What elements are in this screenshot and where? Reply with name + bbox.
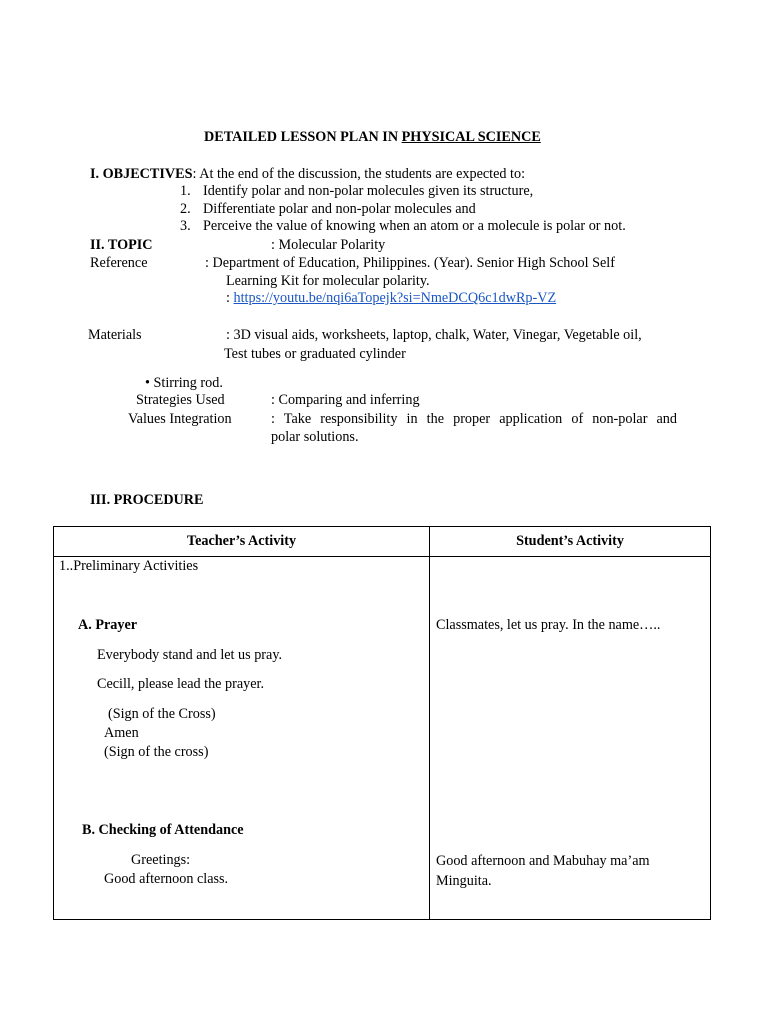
objective-text: Identify polar and non-polar molecules given its structure, bbox=[203, 183, 534, 199]
objective-item-1 bbox=[180, 183, 534, 201]
materials-label: Materials bbox=[88, 327, 142, 343]
student-prayer-response: Classmates, let us pray. In the name….. bbox=[436, 617, 661, 633]
reference-link-prefix: : bbox=[226, 290, 234, 306]
teacher-activity-header: Teacher’s Activity bbox=[54, 527, 430, 557]
greetings-label: Greetings: bbox=[131, 852, 191, 868]
teacher-activity-cell bbox=[54, 557, 430, 920]
procedure-heading: III. PROCEDURE bbox=[90, 492, 204, 508]
sign-of-cross-1: (Sign of the Cross) bbox=[108, 706, 216, 722]
amen-text: Amen bbox=[104, 725, 139, 741]
preliminary-activities: 1..Preliminary Activities bbox=[59, 558, 199, 574]
attendance-heading: B. Checking of Attendance bbox=[82, 822, 244, 838]
lead-prayer-instruction: Cecill, please lead the prayer. bbox=[97, 676, 265, 692]
materials-bullet: • Stirring rod. bbox=[145, 375, 223, 391]
table-row bbox=[54, 557, 711, 920]
procedure-table bbox=[53, 526, 711, 920]
objectives-label: I. OBJECTIVES bbox=[90, 166, 193, 182]
topic-value: : Molecular Polarity bbox=[271, 237, 386, 253]
sign-of-cross-2: (Sign of the cross) bbox=[104, 744, 209, 760]
objective-number: 3. bbox=[180, 218, 191, 234]
objective-item-3 bbox=[180, 218, 626, 236]
reference-link-line bbox=[226, 290, 556, 308]
reference-label: Reference bbox=[90, 255, 148, 271]
objective-text: Differentiate polar and non-polar molecules and bbox=[203, 201, 476, 217]
strategies-value: : Comparing and inferring bbox=[271, 392, 420, 408]
prayer-heading: A. Prayer bbox=[78, 617, 138, 633]
title-subject: PHYSICAL SCIENCE bbox=[401, 129, 541, 145]
objective-number: 2. bbox=[180, 201, 191, 217]
reference-line-1: : Department of Education, Philippines. (Year). Senior High School Self bbox=[205, 255, 615, 271]
stand-instruction: Everybody stand and let us pray. bbox=[97, 647, 283, 663]
values-line-1: : Take responsibility in the proper application of non-polar and bbox=[271, 411, 677, 427]
good-afternoon-class: Good afternoon class. bbox=[104, 871, 229, 887]
strategies-label: Strategies Used bbox=[136, 392, 225, 408]
reference-link[interactable]: https://youtu.be/nqi6aTopejk?si=NmeDCQ6c1dwRp-VZ bbox=[233, 290, 557, 306]
topic-label: II. TOPIC bbox=[90, 237, 153, 253]
reference-line-2: Learning Kit for molecular polarity. bbox=[226, 273, 430, 289]
student-greeting-line-1: Good afternoon and Mabuhay ma’am bbox=[436, 853, 650, 869]
values-label: Values Integration bbox=[128, 411, 232, 427]
student-activity-header: Student’s Activity bbox=[430, 527, 711, 557]
objective-item-2 bbox=[180, 201, 476, 219]
objective-number: 1. bbox=[180, 183, 191, 199]
objective-text: Perceive the value of knowing when an atom or a molecule is polar or not. bbox=[203, 218, 626, 234]
objectives-line bbox=[90, 166, 525, 184]
objectives-intro: : At the end of the discussion, the students are expected to: bbox=[192, 166, 526, 182]
student-greeting-line-2: Minguita. bbox=[436, 873, 492, 889]
student-activity-cell bbox=[430, 557, 711, 920]
title-prefix: DETAILED LESSON PLAN IN bbox=[204, 129, 402, 145]
table-header-row bbox=[54, 527, 711, 557]
materials-line-1: : 3D visual aids, worksheets, laptop, chalk, Water, Vinegar, Vegetable oil, bbox=[226, 327, 642, 343]
document-title bbox=[204, 129, 541, 147]
materials-line-2: Test tubes or graduated cylinder bbox=[224, 346, 406, 362]
values-line-2: polar solutions. bbox=[271, 429, 359, 445]
